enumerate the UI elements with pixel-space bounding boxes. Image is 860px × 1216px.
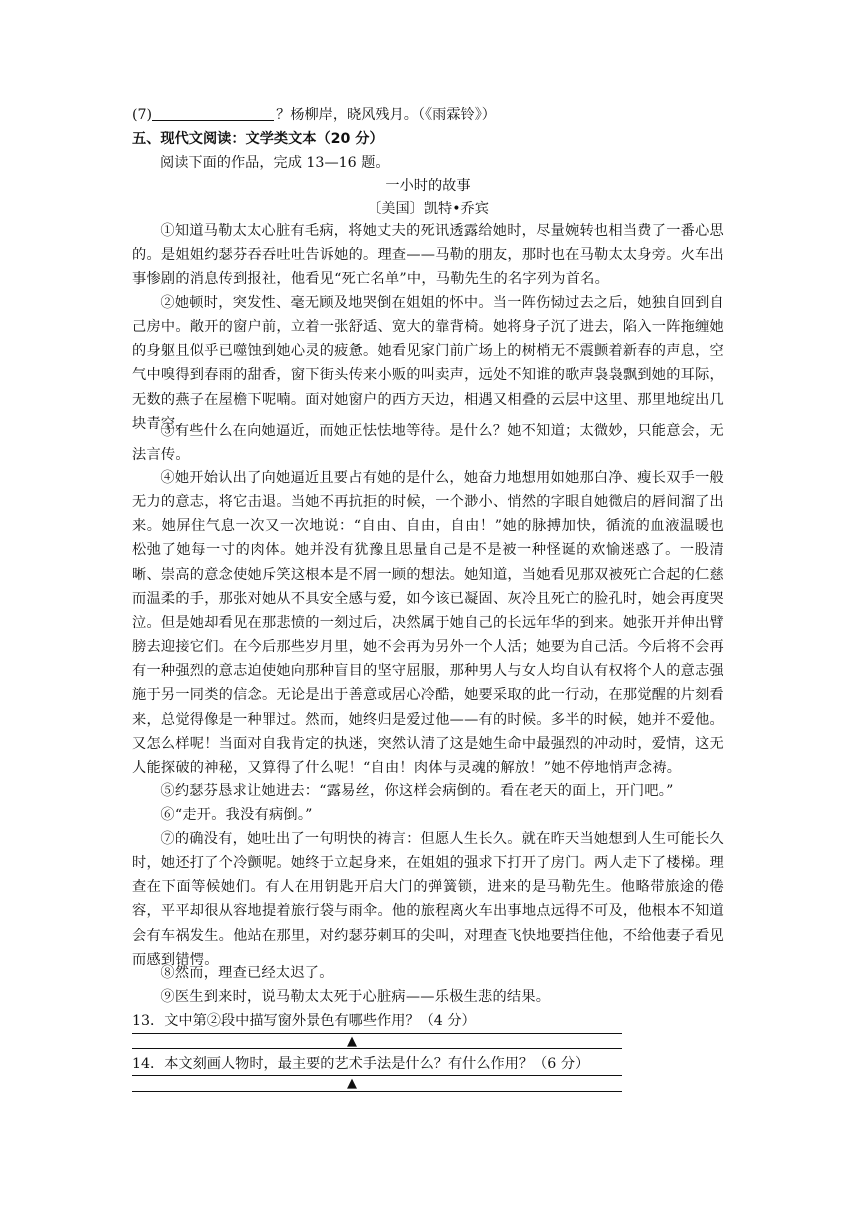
answer-line-14[interactable] (132, 1075, 622, 1076)
story-paragraph-2: ②她顿时，突发性、毫无顾及地哭倒在姐姐的怀中。当一阵伤恸过去之后，她独自回到自己房中。敞开的窗户前，立着一张舒适、宽大的靠背椅。她将身子沉了进去，陷入一阵拖缠她的身躯且似乎已噬蚀到她心灵的疲惫。她看见家门前广场上的树梢无不震颤着新春的声息，空气中嗅得到春雨的甜香，窗下街头传来小贩的叫卖声，远处不知谁的歌声袅袅飘到她的耳际，无数的燕子在屋檐下呢喃。面对她窗户的西方天边，相遇又相叠的云层中这里、那里地绽出几块青空。 (132, 295, 724, 432)
item-7-number: (7) (132, 107, 153, 123)
story-paragraph-1: ①知道马勒太太心脏有毛病，将她丈夫的死讯透露给她时，尽量婉转也相当费了一番心思的。是姐姐约瑟芬吞吞吐吐告诉她的。理查——马勒的朋友，那时也在马勒太太身旁。火车出事惨剧的消息传到报社，他看见“死亡名单”中，马勒先生的名字列为首名。 (132, 223, 724, 288)
answer-blank[interactable] (152, 106, 274, 121)
answer-line-13-bottom[interactable] (132, 1048, 622, 1049)
story-paragraph-8: ⑧然而，理查已经太迟了。 (160, 965, 334, 981)
story-paragraph-6: ⑥“走开。我没有病倒。” (160, 807, 313, 823)
story-paragraph-5: ⑤约瑟芬恳求让她进去：“露易丝，你这样会病倒的。看在老天的面上，开门吧。” (160, 783, 674, 799)
story-paragraph-7: ⑦的确没有，她吐出了一句明快的祷言：但愿人生长久。就在昨天当她想到人生可能长久时，她还打了个冷颤呢。她终于立起身来，在姐姐的强求下打开了房门。两人走下了楼梯。理查在下面等候她们。有人在用钥匙开启大门的弹簧锁，进来的是马勒先生。他略带旅途的倦容，平平却很从容地提着旅行袋与雨伞。他的旅程离火车出事地点远得不可及，他根本不知道会有车祸发生。他站在那里，对约瑟芬刺耳的尖叫，对理查飞快地要挡住他，不给他妻子看见而感到错愕。 (132, 831, 724, 968)
story-paragraph-3: ③有些什么在向她逼近，而她正怯怯地等待。是什么？她不知道；太微妙，只能意会，无法言传。 (132, 423, 724, 464)
question-item-7 (132, 103, 732, 127)
story-author: 〔美国〕凯特•乔宾 (367, 201, 489, 217)
section-5-heading: 五、现代文阅读：文学类文本（20 分） (132, 131, 384, 147)
story-paragraph-4: ④她开始认出了向她逼近且要占有她的是什么，她奋力地想用如她那白净、瘦长双手一般无力的意志，将它击退。当她不再抗拒的时候，一个渺小、悄然的字眼自她微启的唇间溜了出来。她屏住气息一次又一次地说：“自由、自由，自由！”她的脉搏加快，循流的血液温暖也松弛了她每一寸的肉体。她并没有犹豫且思量自己是不是被一种怪诞的欢愉迷惑了。一股清晰、崇高的意念使她斥笑这根本是不屑一顾的想法。她知道，当她看见那双被死亡合起的仁慈而温柔的手，那张对她从不具安全感与爱，如今该已凝固、灰冷且死亡的脸孔时，她会再度哭泣。但是她却看见在那悲愤的一刻过后，决然属于她自己的长远年华的到来。她张开并伸出臂膀去迎接它们。在今后那些岁月里，她不会再为另外一个人活；她要为自己活。今后将不会再有一种强烈的意志迫使她向那种盲目的坚守屈服，那种男人与女人均自认有权将个人的意志强施于另一同类的信念。无论是出于善意或居心冷酷，她要采取的此一行动，在那觉醒的片刻看来，总觉得像是一种罪过。然而，她终归是爱过他——有的时候。多半的时候，她并不爱他。又怎么样呢！当面对自我肯定的执迷，突然认清了这是她生命中最强烈的冲动时，爱情，这无人能探破的神秘，又算得了什么呢！“自由！肉体与灵魂的解放！”她不停地悄声念祷。 (132, 470, 724, 776)
question-14: 14．本文刻画人物时，最主要的艺术手法是什么？有什么作用？（6 分） (132, 1056, 590, 1072)
answer-line-13[interactable] (132, 1033, 622, 1034)
question-13: 13．文中第②段中描写窗外景色有哪些作用？（4 分） (132, 1013, 476, 1029)
section-5-instruction: 阅读下面的作品，完成 13—16 题。 (160, 155, 390, 171)
answer-line-14-bottom[interactable] (132, 1091, 622, 1092)
story-paragraph-9: ⑨医生到来时，说马勒太太死于心脏病——乐极生悲的结果。 (160, 989, 551, 1005)
story-title: 一小时的故事 (385, 178, 471, 194)
answer-marker-14: ▲ (347, 1076, 357, 1091)
answer-marker-13: ▲ (347, 1034, 357, 1049)
item-7-text: ？杨柳岸，晓风残月。（《雨霖铃》） (276, 107, 496, 123)
